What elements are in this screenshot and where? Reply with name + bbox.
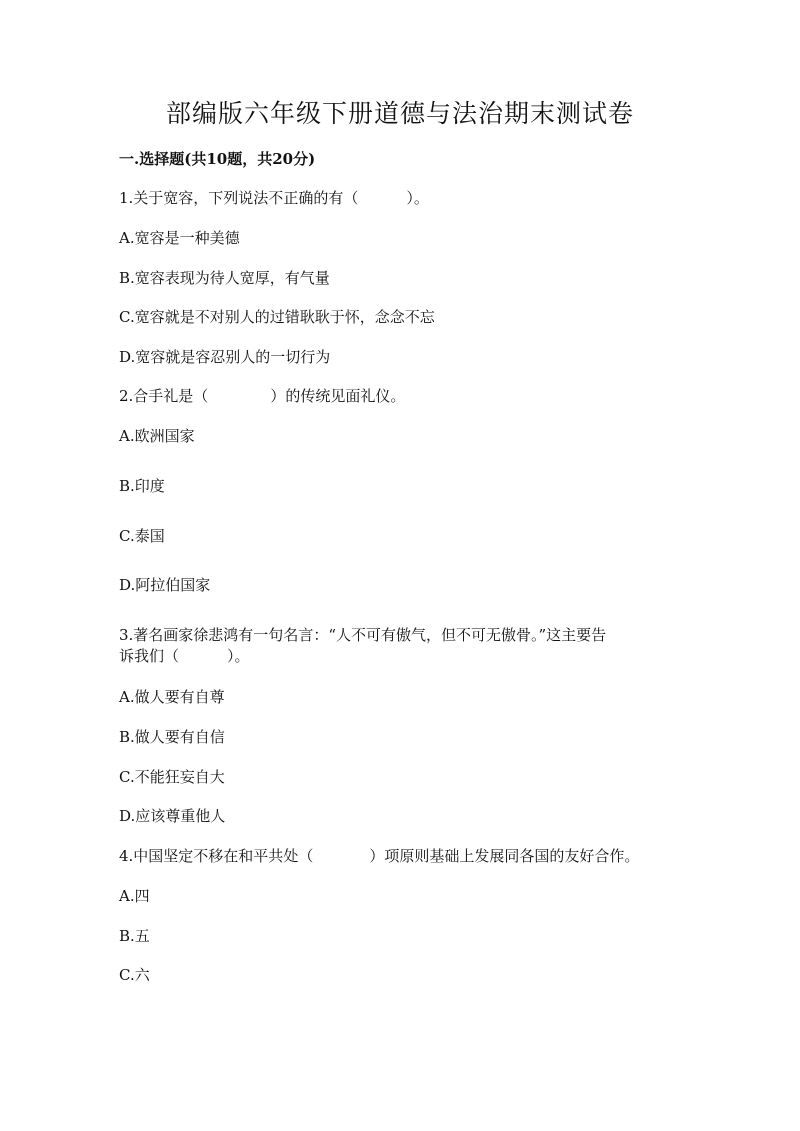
question-2-option-c: C.泰国 — [119, 527, 165, 545]
question-2-stem — [119, 385, 405, 407]
question-3-stem-end: ）。 — [227, 647, 250, 665]
question-2-option-b: B.印度 — [119, 477, 165, 495]
question-1-option-b: B.宽容表现为待人宽厚，有气量 — [119, 269, 330, 287]
question-3-option-d: D.应该尊重他人 — [119, 807, 226, 825]
question-3-option-b: B.做人要有自信 — [119, 728, 225, 746]
question-3-stem-line-1: 3.著名画家徐悲鸿有一句名言：“人不可有傲气，但不可无傲骨。”这主要告 — [119, 626, 607, 644]
question-2-option-d: D.阿拉伯国家 — [119, 576, 211, 594]
question-3-stem-line-2 — [119, 645, 250, 667]
question-3-option-c: C.不能狂妄自大 — [119, 768, 225, 786]
question-1-stem-end: ）。 — [406, 189, 429, 207]
question-1-stem-text: 1.关于宽容，下列说法不正确的有（ — [119, 189, 359, 207]
question-2-option-a: A.欧洲国家 — [119, 427, 195, 445]
question-1-option-c: C.宽容就是不对别人的过错耿耿于怀，念念不忘 — [119, 308, 435, 326]
question-1-stem — [119, 187, 429, 209]
question-3-option-a: A.做人要有自尊 — [119, 688, 225, 706]
question-4-option-b: B.五 — [119, 927, 150, 945]
question-4-stem-text: 4.中国坚定不移在和平共处（ — [119, 847, 314, 865]
question-3-stem-text: 诉我们（ — [119, 647, 180, 665]
section-heading: 一.选择题(共10题，共20分) — [119, 150, 316, 168]
page-title: 部编版六年级下册道德与法治期末测试卷 — [165, 99, 634, 128]
question-4-stem — [119, 845, 639, 867]
question-1-option-d: D.宽容就是容忍别人的一切行为 — [119, 348, 331, 366]
question-2-stem-text: 2.合手礼是（ — [119, 387, 209, 405]
question-4-option-a: A.四 — [119, 887, 150, 905]
question-4-stem-end: ）项原则基础上发展同各国的友好合作。 — [369, 847, 640, 865]
question-4-option-c: C.六 — [119, 966, 150, 984]
question-1-option-a: A.宽容是一种美德 — [119, 229, 240, 247]
question-2-stem-end: ）的传统见面礼仪。 — [270, 387, 406, 405]
